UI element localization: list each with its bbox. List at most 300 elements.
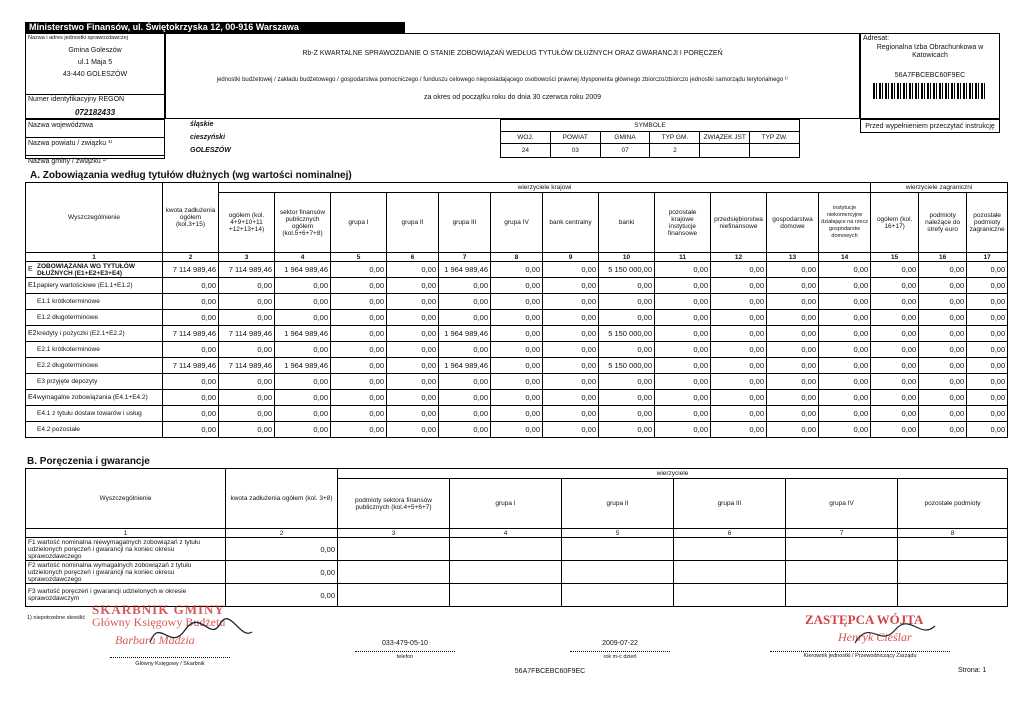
- phone-label: telefon: [396, 654, 414, 660]
- value-cell: 0,00: [655, 422, 711, 438]
- value-cell: 0,00: [163, 422, 219, 438]
- commune-value: GOLESZÓW: [190, 147, 231, 154]
- value-cell: 0,00: [599, 406, 655, 422]
- value-cell: 0,00: [387, 358, 439, 374]
- value-cell: 0,00: [967, 390, 1008, 406]
- value-cell: 0,00: [331, 342, 387, 358]
- b-col-number: 1: [26, 529, 226, 538]
- value-cell: 0,00: [655, 262, 711, 278]
- ministry-title: Ministerstwo Finansów, ul. Świętokrzyska 12, 00-916 Warszawa: [29, 22, 299, 32]
- value-cell: 0,00: [871, 326, 919, 342]
- value-cell: 7 114 989,46: [219, 262, 275, 278]
- row-label: [26, 326, 163, 342]
- value-cell: 0,00: [819, 262, 871, 278]
- value-cell: 0,00: [331, 294, 387, 310]
- value-cell: 7 114 989,46: [163, 358, 219, 374]
- table-row: [26, 390, 1008, 406]
- unit-box: [25, 33, 165, 119]
- value-cell: 0,00: [919, 406, 967, 422]
- row-label: [26, 390, 163, 406]
- b-col-header: podmioty sektora finansów publicznych (kol.4+5+6+7): [338, 479, 450, 529]
- a-col-number: 2: [163, 253, 219, 262]
- value-cell: 1 964 989,46: [439, 358, 491, 374]
- phone: 033-479-05-10: [382, 640, 428, 647]
- value-cell: 0,00: [275, 342, 331, 358]
- a-col-header: grupa II: [387, 193, 439, 253]
- a-col-header: instytucje niekomercyjne działające na rzecz gospodarstw domowych: [819, 193, 871, 253]
- value-cell: 0,00: [711, 422, 767, 438]
- table-row: [26, 538, 1008, 561]
- signature-left: [140, 612, 260, 657]
- value-cell: 0,00: [871, 374, 919, 390]
- sym-v: [700, 144, 750, 158]
- value-cell: 0,00: [543, 390, 599, 406]
- value-cell: 0,00: [711, 358, 767, 374]
- value-cell: 0,00: [491, 262, 543, 278]
- value-cell: 0,00: [967, 262, 1008, 278]
- value-cell: 0,00: [226, 584, 338, 607]
- sym-v: [750, 144, 800, 158]
- value-cell: 0,00: [275, 374, 331, 390]
- regon-value: 072182433: [74, 108, 116, 117]
- row-code: E2: [28, 329, 37, 337]
- value-cell: 0,00: [967, 406, 1008, 422]
- unit-label: Nazwa i adres jednostki sprawozdawczej: [28, 35, 128, 41]
- value-cell: 0,00: [819, 374, 871, 390]
- value-cell: 0,00: [491, 422, 543, 438]
- section-a-table: [25, 182, 1008, 438]
- regon-label: Numer identyfikacyjny REGON: [26, 94, 164, 105]
- value-cell: 0,00: [711, 326, 767, 342]
- value-cell: 0,00: [871, 294, 919, 310]
- empty-cell: [898, 584, 1008, 607]
- table-row: [26, 278, 1008, 294]
- domestic-creditors: wierzyciele krajowi: [219, 183, 871, 193]
- value-cell: 0,00: [599, 390, 655, 406]
- ministry-bar: [25, 22, 405, 33]
- value-cell: 1 964 989,46: [275, 326, 331, 342]
- value-cell: 0,00: [711, 262, 767, 278]
- a-col-header: grupa I: [331, 193, 387, 253]
- value-cell: 0,00: [919, 262, 967, 278]
- row-label: [26, 262, 163, 278]
- a-col-number: 13: [767, 253, 819, 262]
- form-code: 56A7FBCEBC60F9EC: [894, 72, 966, 79]
- value-cell: 0,00: [967, 326, 1008, 342]
- a-col-number: 6: [387, 253, 439, 262]
- empty-cell: [898, 538, 1008, 561]
- form-title-box: [165, 33, 860, 119]
- stamp-left-name: Barbara Madzia: [115, 633, 195, 647]
- value-cell: 0,00: [439, 278, 491, 294]
- value-cell: 0,00: [967, 358, 1008, 374]
- role-left: Główny Księgowy / Skarbnik: [135, 661, 205, 667]
- voiv-label: Nazwa województwa: [26, 120, 164, 138]
- value-cell: 0,00: [711, 390, 767, 406]
- section-a-title: A. Zobowiązania według tytułów dłużnych (wg wartości nominalnej): [30, 170, 352, 181]
- value-cell: 0,00: [655, 342, 711, 358]
- empty-cell: [674, 561, 786, 584]
- row-text: E4.2 pozostałe: [37, 425, 81, 433]
- value-cell: 0,00: [819, 358, 871, 374]
- value-cell: 0,00: [655, 390, 711, 406]
- value-cell: 0,00: [275, 310, 331, 326]
- value-cell: 0,00: [871, 406, 919, 422]
- value-cell: 0,00: [275, 278, 331, 294]
- value-cell: 0,00: [387, 262, 439, 278]
- table-row: [26, 326, 1008, 342]
- value-cell: 0,00: [387, 390, 439, 406]
- value-cell: 0,00: [491, 326, 543, 342]
- value-cell: 0,00: [711, 342, 767, 358]
- value-cell: 0,00: [387, 294, 439, 310]
- value-cell: 0,00: [919, 390, 967, 406]
- a-col-header: podmioty należące do strefy euro: [919, 193, 967, 253]
- b-col-header: grupa IV: [786, 479, 898, 529]
- row-code: E: [28, 266, 33, 273]
- value-cell: 0,00: [967, 422, 1008, 438]
- b-col-number: 7: [786, 529, 898, 538]
- a-col-header: banki: [599, 193, 655, 253]
- value-cell: 5 150 000,00: [599, 262, 655, 278]
- b-h1: kwota zadłużenia ogółem (kol. 3+8): [226, 469, 338, 529]
- empty-cell: [562, 584, 674, 607]
- a-col-header: ogółem (kol. 16+17): [871, 193, 919, 253]
- row-text: E4.1 z tytułu dostaw towarów i usług: [37, 409, 142, 417]
- addressee: Regionalna Izba Obrachunkowa w Katowicach: [876, 44, 984, 59]
- value-cell: 0,00: [871, 342, 919, 358]
- a-col-number: 3: [219, 253, 275, 262]
- value-cell: 0,00: [387, 406, 439, 422]
- value-cell: 0,00: [387, 422, 439, 438]
- value-cell: 1 964 989,46: [275, 262, 331, 278]
- empty-cell: [786, 561, 898, 584]
- value-cell: 0,00: [543, 326, 599, 342]
- value-cell: 0,00: [871, 310, 919, 326]
- value-cell: 0,00: [219, 294, 275, 310]
- a-col-number: 11: [655, 253, 711, 262]
- table-row: [26, 342, 1008, 358]
- a-col-number: 10: [599, 253, 655, 262]
- value-cell: 0,00: [275, 294, 331, 310]
- value-cell: 0,00: [819, 278, 871, 294]
- value-cell: 0,00: [599, 278, 655, 294]
- a-col-header: pozostałe krajowe instytucje finansowe: [655, 193, 711, 253]
- table-row: [26, 406, 1008, 422]
- value-cell: 0,00: [919, 374, 967, 390]
- value-cell: 0,00: [819, 390, 871, 406]
- table-row: [26, 358, 1008, 374]
- stamp-left-title: SKARBNIK GMINY: [92, 602, 225, 617]
- a-col-number: 9: [543, 253, 599, 262]
- value-cell: 0,00: [767, 262, 819, 278]
- value-cell: 0,00: [219, 374, 275, 390]
- empty-cell: [562, 561, 674, 584]
- row-text: E3 przyjęte depozyty: [37, 377, 98, 385]
- value-cell: 0,00: [767, 310, 819, 326]
- b-col-header: grupa I: [450, 479, 562, 529]
- value-cell: 0,00: [387, 326, 439, 342]
- a-col-header: gospodarstwa domowe: [767, 193, 819, 253]
- a-col-number: 14: [819, 253, 871, 262]
- empty-cell: [786, 584, 898, 607]
- a-col-number: 15: [871, 253, 919, 262]
- value-cell: 5 150 000,00: [599, 326, 655, 342]
- value-cell: 0,00: [599, 342, 655, 358]
- b-col-header: grupa III: [674, 479, 786, 529]
- row-label: [26, 294, 163, 310]
- a-col-number: 5: [331, 253, 387, 262]
- section-b-title: B. Poręczenia i gwarancje: [27, 456, 150, 467]
- row-label: [26, 342, 163, 358]
- row-text: E2.2 długoterminowe: [37, 361, 99, 369]
- sym-v: 03: [550, 144, 600, 158]
- row-label: F3 wartość poręczeń i gwarancji udzielonych w okresie sprawozdawczym: [26, 584, 226, 607]
- value-cell: 0,00: [491, 278, 543, 294]
- footer-code: 56A7FBCEBC60F9EC: [514, 668, 586, 675]
- value-cell: 0,00: [767, 406, 819, 422]
- value-cell: 0,00: [711, 278, 767, 294]
- b-col-header: pozostałe podmioty: [898, 479, 1008, 529]
- b-col-number: 8: [898, 529, 1008, 538]
- value-cell: 0,00: [543, 278, 599, 294]
- row-text: papiery wartościowe (E1.1+E1.2): [37, 281, 133, 289]
- value-cell: 0,00: [331, 310, 387, 326]
- value-cell: 0,00: [491, 358, 543, 374]
- symbols-title: SYMBOLE: [501, 120, 800, 132]
- value-cell: 0,00: [491, 310, 543, 326]
- value-cell: 0,00: [819, 310, 871, 326]
- a-h0: Wyszczególnienie: [26, 183, 163, 253]
- addressee-label: Adresat:: [863, 35, 890, 42]
- date-label: rok m-c dzień: [603, 654, 637, 660]
- value-cell: 0,00: [163, 342, 219, 358]
- value-cell: 1 964 989,46: [439, 326, 491, 342]
- value-cell: 0,00: [331, 326, 387, 342]
- value-cell: 0,00: [219, 406, 275, 422]
- empty-cell: [450, 584, 562, 607]
- value-cell: 0,00: [919, 310, 967, 326]
- table-row: [26, 294, 1008, 310]
- value-cell: 0,00: [387, 342, 439, 358]
- value-cell: 0,00: [767, 374, 819, 390]
- value-cell: 0,00: [599, 310, 655, 326]
- b-col-number: 3: [338, 529, 450, 538]
- row-code: E4: [28, 393, 37, 401]
- district-value: cieszyński: [190, 134, 226, 141]
- instruction: Przed wypełnieniem przeczytać instrukcję: [860, 119, 1000, 133]
- a-col-number: 17: [967, 253, 1008, 262]
- addressee-box: [860, 33, 1000, 119]
- b-h0: Wyszczególnienie: [26, 469, 226, 529]
- value-cell: 0,00: [871, 278, 919, 294]
- a-col-header: bank centralny: [543, 193, 599, 253]
- empty-cell: [450, 538, 562, 561]
- value-cell: 0,00: [919, 358, 967, 374]
- value-cell: 0,00: [767, 358, 819, 374]
- value-cell: 0,00: [655, 310, 711, 326]
- value-cell: 0,00: [711, 310, 767, 326]
- value-cell: 0,00: [491, 374, 543, 390]
- stamp-left-role: Główny Księgowy Budżetu: [92, 615, 226, 629]
- b-col-number: 6: [674, 529, 786, 538]
- b-creditors: wierzyciele: [338, 469, 1008, 479]
- value-cell: 0,00: [819, 294, 871, 310]
- value-cell: 0,00: [331, 262, 387, 278]
- value-cell: 0,00: [543, 342, 599, 358]
- row-label: [26, 406, 163, 422]
- value-cell: 0,00: [219, 310, 275, 326]
- row-text: kredyty i pożyczki (E2.1+E2.2): [37, 329, 125, 337]
- sym-h: TYP GM.: [650, 132, 700, 144]
- a-col-number: 8: [491, 253, 543, 262]
- a-h1: kwota zadłużenia ogółem (kol.3+15): [163, 183, 219, 253]
- a-col-header: ogółem (kol. 4+9+10+11 +12+13+14): [219, 193, 275, 253]
- sym-h: WOJ.: [501, 132, 551, 144]
- table-row: [26, 422, 1008, 438]
- stamp-right-name: Henryk Cieślar: [838, 630, 912, 644]
- row-text: E1.2 długoterminowe: [37, 313, 99, 321]
- sym-h: POWIAT: [550, 132, 600, 144]
- row-label: F1 wartość nominalna niewymagalnych zobowiązań z tytułu udzielonych poręczeń i gwarancji na koniec okresu sprawozdawczego: [26, 538, 226, 561]
- value-cell: 0,00: [819, 422, 871, 438]
- footnote: 1) niepotrzebne skreślić: [27, 615, 86, 621]
- sym-h: ZWIĄZEK JST: [700, 132, 750, 144]
- value-cell: 0,00: [711, 406, 767, 422]
- value-cell: 0,00: [439, 390, 491, 406]
- a-col-number: 16: [919, 253, 967, 262]
- a-col-header: grupa III: [439, 193, 491, 253]
- value-cell: 0,00: [711, 374, 767, 390]
- row-text: wymagalne zobowiązania (E4.1+E4.2): [37, 393, 148, 401]
- value-cell: 0,00: [331, 422, 387, 438]
- voiv-value: śląskie: [190, 121, 214, 128]
- value-cell: 0,00: [163, 390, 219, 406]
- value-cell: 0,00: [387, 374, 439, 390]
- value-cell: 0,00: [163, 374, 219, 390]
- value-cell: 0,00: [331, 278, 387, 294]
- b-col-number: 2: [226, 529, 338, 538]
- row-code: E1: [28, 281, 37, 289]
- value-cell: 0,00: [919, 294, 967, 310]
- value-cell: 0,00: [967, 374, 1008, 390]
- value-cell: 0,00: [767, 294, 819, 310]
- value-cell: 0,00: [543, 358, 599, 374]
- unit-street: ul.1 Maja 5: [77, 58, 113, 66]
- empty-cell: [338, 584, 450, 607]
- value-cell: 7 114 989,46: [219, 326, 275, 342]
- value-cell: 0,00: [819, 342, 871, 358]
- empty-cell: [450, 561, 562, 584]
- empty-cell: [562, 538, 674, 561]
- value-cell: 0,00: [655, 326, 711, 342]
- value-cell: 0,00: [871, 262, 919, 278]
- value-cell: 0,00: [655, 278, 711, 294]
- row-label: [26, 278, 163, 294]
- table-row: [26, 310, 1008, 326]
- barcode: [873, 83, 987, 99]
- page-number: Strona: 1: [958, 667, 987, 674]
- role-right: Kierownik jednostki / Przewodniczący Zarządu: [803, 653, 917, 659]
- value-cell: 0,00: [599, 422, 655, 438]
- value-cell: 0,00: [163, 310, 219, 326]
- value-cell: 0,00: [387, 310, 439, 326]
- table-row: [26, 374, 1008, 390]
- value-cell: 0,00: [439, 310, 491, 326]
- value-cell: 0,00: [439, 406, 491, 422]
- value-cell: 0,00: [439, 422, 491, 438]
- stamp-right: ZASTĘPCA WÓJTA: [805, 612, 924, 627]
- empty-cell: [674, 538, 786, 561]
- unit-name: Gmina Goleszów: [68, 46, 122, 54]
- value-cell: 0,00: [543, 262, 599, 278]
- value-cell: 0,00: [819, 326, 871, 342]
- value-cell: 0,00: [491, 406, 543, 422]
- foreign-creditors: wierzyciele zagraniczni: [871, 183, 1008, 193]
- unit-city: 43-440 GOLESZÓW: [62, 70, 128, 78]
- value-cell: 0,00: [387, 278, 439, 294]
- value-cell: 0,00: [767, 422, 819, 438]
- value-cell: 0,00: [491, 294, 543, 310]
- region-labels: [25, 119, 165, 165]
- value-cell: 0,00: [655, 374, 711, 390]
- value-cell: 0,00: [919, 326, 967, 342]
- b-col-number: 4: [450, 529, 562, 538]
- value-cell: 0,00: [599, 374, 655, 390]
- value-cell: 0,00: [491, 390, 543, 406]
- value-cell: 0,00: [655, 406, 711, 422]
- value-cell: 0,00: [226, 561, 338, 584]
- value-cell: 0,00: [871, 358, 919, 374]
- value-cell: 0,00: [163, 406, 219, 422]
- symbols-table: [500, 119, 800, 158]
- value-cell: 5 150 000,00: [599, 358, 655, 374]
- value-cell: 0,00: [491, 342, 543, 358]
- value-cell: 0,00: [767, 278, 819, 294]
- row-label: [26, 422, 163, 438]
- value-cell: 0,00: [919, 422, 967, 438]
- value-cell: 0,00: [331, 406, 387, 422]
- value-cell: 0,00: [331, 358, 387, 374]
- value-cell: 0,00: [439, 374, 491, 390]
- value-cell: 0,00: [219, 390, 275, 406]
- value-cell: 0,00: [543, 374, 599, 390]
- value-cell: 0,00: [219, 422, 275, 438]
- period: za okres od początku roku do dnia 30 czerwca roku 2009: [423, 94, 602, 101]
- form-title: Rb-Z KWARTALNE SPRAWOZDANIE O STANIE ZOBOWIĄZAŃ WEDŁUG TYTUŁÓW DŁUŻNYCH ORAZ GWARANCJI I PORĘCZEŃ: [302, 50, 723, 57]
- a-col-header: grupa IV: [491, 193, 543, 253]
- row-label: F2 wartość nominalna wymagalnych zobowiązań z tytułu udzielonych poręczeń i gwarancji na koniec okresu sprawozdawczego: [26, 561, 226, 584]
- sym-v: 24: [501, 144, 551, 158]
- value-cell: 0,00: [871, 422, 919, 438]
- a-col-number: 1: [26, 253, 163, 262]
- value-cell: 0,00: [655, 358, 711, 374]
- a-col-number: 4: [275, 253, 331, 262]
- value-cell: 0,00: [819, 406, 871, 422]
- value-cell: 0,00: [226, 538, 338, 561]
- a-col-header: przedsiębiorstwa niefinansowe: [711, 193, 767, 253]
- a-col-number: 12: [711, 253, 767, 262]
- value-cell: 0,00: [711, 294, 767, 310]
- value-cell: 0,00: [919, 342, 967, 358]
- value-cell: 0,00: [599, 294, 655, 310]
- b-col-header: grupa II: [562, 479, 674, 529]
- empty-cell: [786, 538, 898, 561]
- value-cell: 1 964 989,46: [275, 358, 331, 374]
- table-row: [26, 262, 1008, 278]
- table-row: [26, 561, 1008, 584]
- row-text: E2.1 krótkoterminowe: [37, 345, 100, 353]
